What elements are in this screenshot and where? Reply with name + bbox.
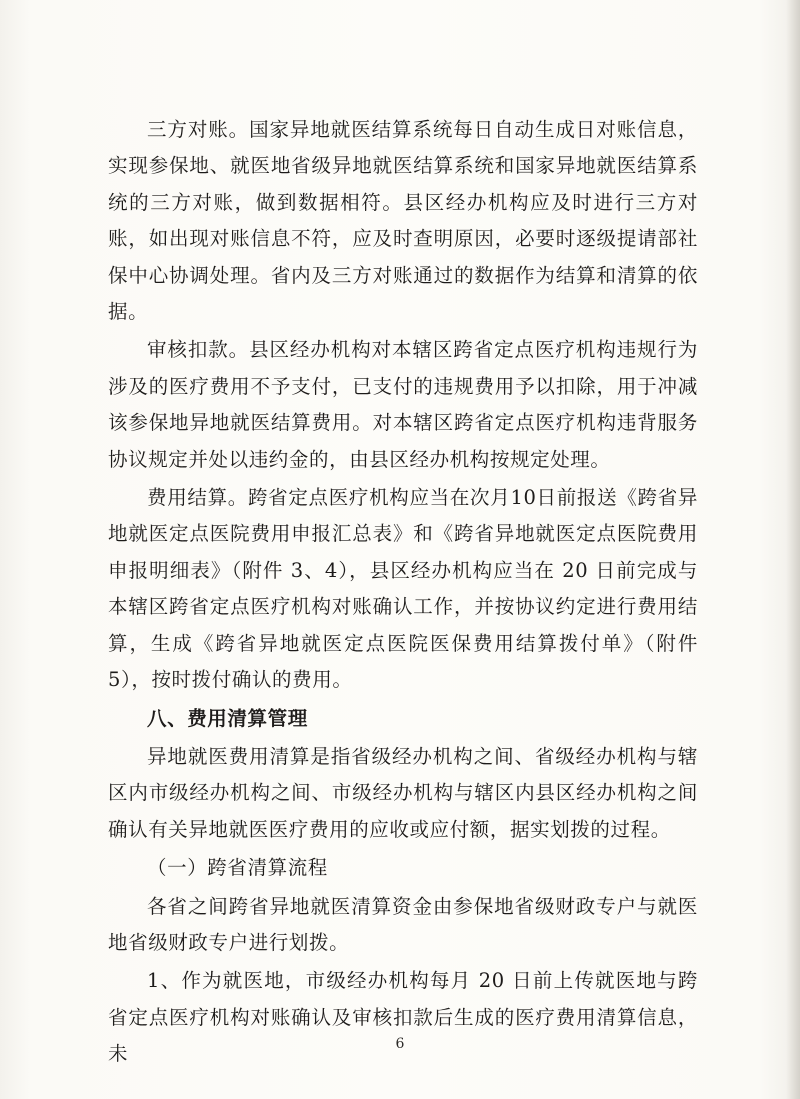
paragraph-fee-settlement: 费用结算。跨省定点医疗机构应当在次月10日前报送《跨省异地就医定点医院费用申报汇总表》和《跨省异地就医定点医院费用申报明细表》（附件 3、4），县区经办机构应当在 20 日前完成与本辖区跨省定点医疗机构对账确认工作，并按协议约定进行费用结算，生成《跨省异地就医定点医院医保费用结算拨付单》（附件 5），按时拨付确认的费用。 xyxy=(108,486,698,692)
document-body xyxy=(108,112,698,1075)
page-edge-shadow xyxy=(786,0,800,1099)
paragraph-clearing-definition: 异地就医费用清算是指省级经办机构之间、省级经办机构与辖区内市级经办机构之间、市级经办机构与辖区内县区经办机构之间确认有关异地就医医疗费用的应收或应付额，据实划拨的过程。 xyxy=(108,744,698,841)
paragraph-three-party-reconciliation: 三方对账。国家异地就医结算系统每日自动生成日对账信息，实现参保地、就医地省级异地就医结算系统和国家异地就医结算系统的三方对账，做到数据相符。县区经办机构应及时进行三方对账，如出现对账信息不符，应及时查明原因，必要时逐级提请部社保中心协调处理。省内及三方对账通过的数据作为结算和清算的依据。 xyxy=(108,118,698,324)
subsection-heading: （一）跨省清算流程 xyxy=(147,856,328,880)
paragraph-clearing-transfer: 各省之间跨省异地就医清算资金由参保地省级财政专户与就医地省级财政专户进行划拨。 xyxy=(108,894,698,954)
section-heading: 八、费用清算管理 xyxy=(147,706,308,730)
paragraph-clearing-step-1: 1、作为就医地，市级经办机构每月 20 日前上传就医地与跨省定点医疗机构对账确认及审核扣款后生成的医疗费用清算信息，未 xyxy=(108,969,698,1066)
paragraph-audit-deduction: 审核扣款。县区经办机构对本辖区跨省定点医疗机构违规行为涉及的医疗费用不予支付，已支付的违规费用予以扣除，用于冲减该参保地异地就医结算费用。对本辖区跨省定点医疗机构违背服务协议规定并处以违约金的，由县区经办机构按规定处理。 xyxy=(108,338,698,471)
page-number: 6 xyxy=(395,1036,405,1052)
